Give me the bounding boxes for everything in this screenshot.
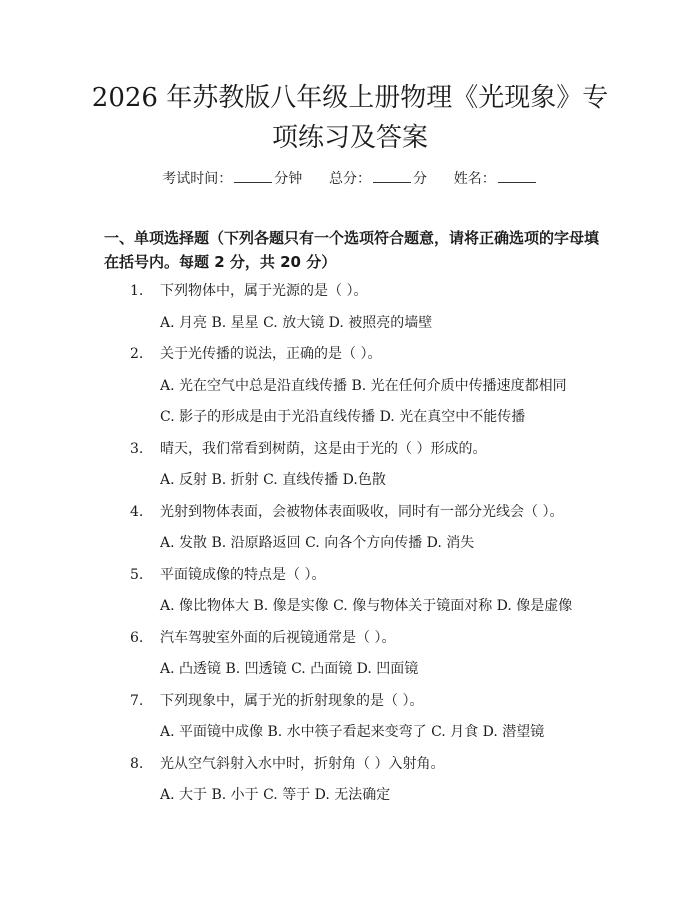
question-text: 晴天，我们常看到树荫，这是由于光的（ ）形成的。	[160, 440, 487, 457]
option-text: C. 影子的形成是由于光沿直线传播 D. 光在真空中不能传播	[160, 409, 526, 425]
total-score-label: 总分：	[329, 171, 371, 187]
title-line-2: 项练习及答案	[271, 123, 428, 153]
option-text: A. 像比物体大 B. 像是实像 C. 像与物体关于镜面对称 D. 像是虚像	[160, 598, 573, 614]
option-text: A. 大于 B. 小于 C. 等于 D. 无法确定	[160, 787, 391, 803]
exam-time-blank	[234, 168, 272, 183]
section-heading: 一、单项选择题（下列各题只有一个选项符合题意，请将正确选项的字母填在括号内。每题 2 分，共 20 分）	[104, 229, 600, 271]
student-name-label: 姓名：	[453, 171, 496, 187]
question-text: 光射到物体表面，会被物体表面吸收，同时有一部分光线会（ ）。	[160, 503, 564, 520]
exam-time-unit: 分钟	[274, 171, 303, 187]
question-number: 5.	[130, 566, 144, 583]
question-text: 下列物体中，属于光源的是（ ）。	[160, 283, 368, 299]
option-text: A. 凸透镜 B. 凹透镜 C. 凸面镜 D. 凹面镜	[160, 661, 419, 677]
option-text: A. 月亮 B. 星星 C. 放大镜 D. 被照亮的墙壁	[160, 314, 433, 331]
question-text: 关于光传播的说法，正确的是（ ）。	[160, 346, 382, 362]
question-number: 4.	[130, 503, 144, 520]
option-text: A. 发散 B. 沿原路返回 C. 向各个方向传播 D. 消失	[160, 535, 475, 551]
exam-time-label: 考试时间：	[162, 171, 233, 187]
question-number: 3.	[130, 440, 144, 457]
option-text: A. 平面镜中成像 B. 水中筷子看起来变弯了 C. 月食 D. 潜望镜	[160, 724, 545, 740]
question-number: 2.	[130, 346, 144, 362]
question-number: 1.	[130, 283, 144, 299]
question-text: 平面镜成像的特点是（ ）。	[160, 566, 326, 583]
option-text: A. 反射 B. 折射 C. 直线传播 D.色散	[160, 472, 386, 488]
total-score-blank	[373, 168, 411, 183]
question-text: 下列现象中，属于光的折射现象的是（ ）。	[160, 692, 424, 709]
option-text: A. 光在空气中总是沿直线传播 B. 光在任何介质中传播速度都相同	[160, 377, 567, 394]
question-number: 8.	[130, 755, 144, 772]
question-text: 光从空气斜射入水中时，折射角（ ）入射角。	[160, 755, 445, 772]
question-number: 6.	[130, 629, 144, 646]
total-score-unit: 分	[413, 171, 427, 187]
title-line-1: 2026 年苏教版八年级上册物理《光现象》专	[91, 83, 609, 113]
question-number: 7.	[130, 692, 144, 709]
student-name-blank	[498, 168, 536, 183]
page-title	[60, 78, 640, 158]
question-text: 汽车驾驶室外面的后视镜通常是（ ）。	[160, 629, 396, 646]
exam-info-line	[0, 168, 700, 189]
